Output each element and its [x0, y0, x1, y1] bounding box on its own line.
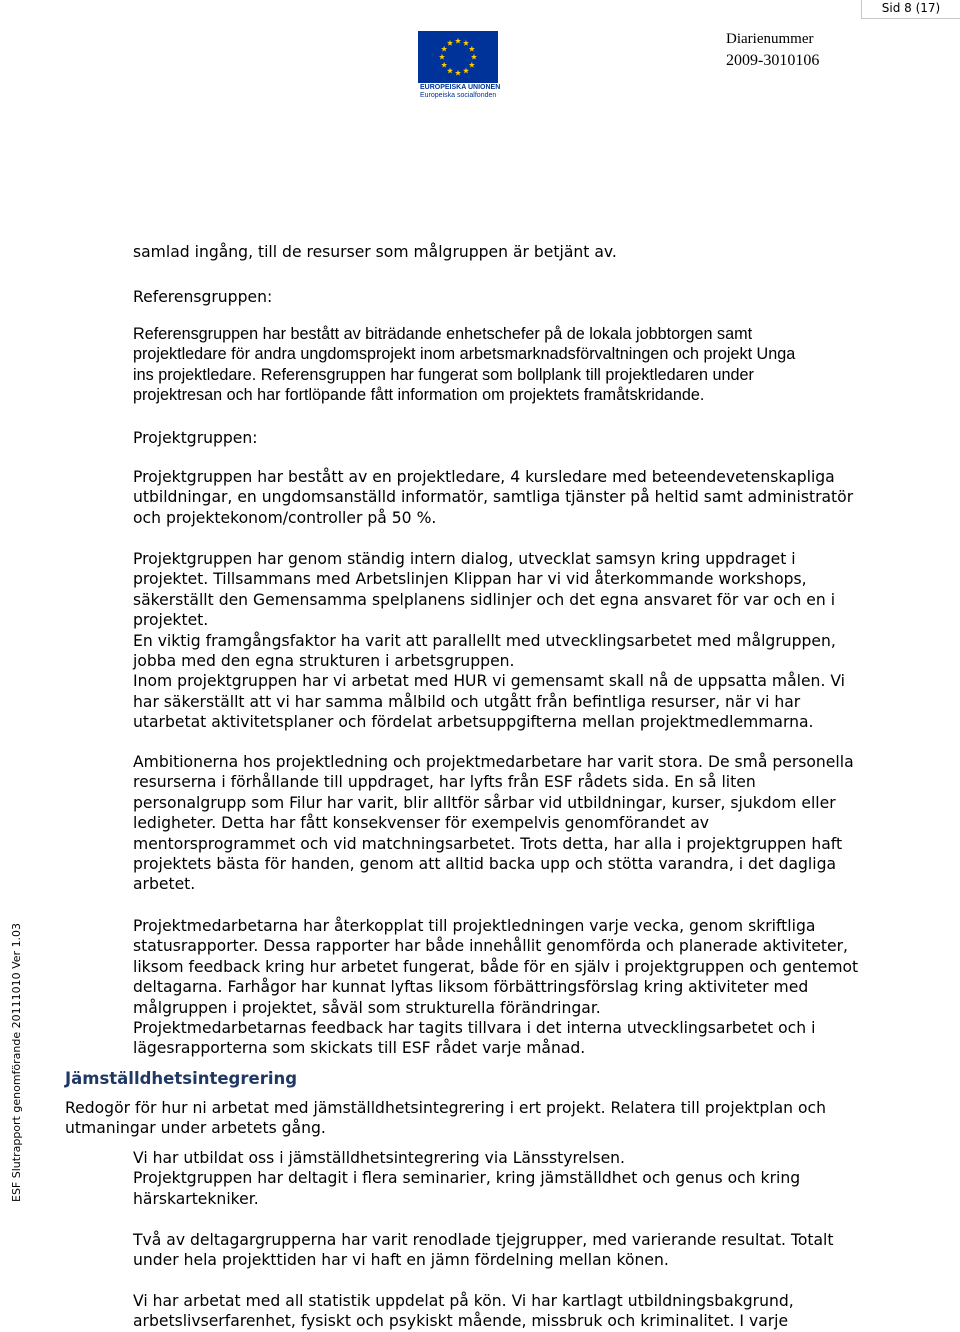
label-projektgruppen: Projektgruppen: — [133, 429, 258, 447]
section-question: Redogör för hur ni arbetat med jämställdhetsintegrering i ert projekt. Relatera till projektplan och utmaningar under arbetets gång. — [65, 1099, 827, 1138]
eu-logo — [418, 31, 501, 101]
paragraph-intro: samlad ingång, till de resurser som målgruppen är betjänt av. — [133, 243, 617, 261]
eu-flag-icon — [418, 31, 498, 83]
paragraph-girls-groups: Två av deltagargrupperna har varit renodlade tjejgrupper, med varierande resultat. Totalt under hela projekttiden har vi haft en jämn fördelning mellan könen. — [133, 1231, 834, 1270]
diary-label: Diarienummer — [726, 31, 814, 47]
eu-logo-line1: EUROPEISKA UNIONEN — [420, 84, 501, 91]
paragraph-referensgruppen: Referensgruppen har bestått av biträdande enhetschefer på de lokala jobbtorgen samt projektledare för andra ungdomsprojekt inom arbetsmarknadsförvaltningen och projekt Unga ins projektledare. Referensgruppen har fungerat som bollplank till projektledaren under projektresan och har fortlöpande fått information om projektets framåtskridande. — [133, 325, 796, 405]
section-heading-jamstalldhet: Jämställdhetsintegrering — [65, 1069, 298, 1088]
diary-block — [726, 30, 819, 71]
paragraph-training: Vi har utbildat oss i jämställdhetsintegrering via Länsstyrelsen. Projektgruppen har deltagit i flera seminarier, kring jämställdhet och genus och kring härskartekniker. — [133, 1149, 801, 1208]
paragraph-statistics: Vi har arbetat med all statistik uppdelat på kön. Vi har kartlagt utbildningsbakgrund, arbetslivserfarenhet, fysiskt och psykiskt mående, missbruk och kriminalitet. I varje — [133, 1292, 794, 1331]
label-referensgruppen: Referensgruppen: — [133, 288, 273, 306]
paragraph-projektgruppen-dialog: Projektgruppen har genom ständig intern dialog, utvecklat samsyn kring uppdraget i projektet. Tillsammans med Arbetslinjen Klippan har vi vid återkommande workshops, säkerställt den Gemensamma spelplanens sidlinjer och det egna ansvaret för var och en i projektet. En viktig framgångsfaktor ha varit att parallellt med utvecklingsarbetet med målgruppen, jobba med den egna strukturen i arbetsgruppen. Inom projektgruppen har vi arbetat med HUR vi gemensamt skall nå de uppsatta målen. Vi har säkerställt att vi har samma målbild och utgått från befintliga resurser, när vi har utarbetat aktivitetsplaner och fördelat arbetsuppgifterna mellan projektmedlemmarna. — [133, 550, 846, 732]
diary-number: 2009-3010106 — [726, 52, 820, 69]
side-footer-text: ESF Slutrapport genomförande 20111010 Ver 1.03 — [10, 922, 23, 1202]
paragraph-feedback: Projektmedarbetarna har återkopplat till projektledningen varje vecka, genom skriftliga statusrapporter. Dessa rapporter har både innehållit genomförda och planerade aktiviteter, liksom feedback kring hur arbetet fungerat, både för en själv i projektgruppen och gentemot deltagarna. Farhågor har kunnat lyftas liksom förbättringsförslag kring aktiviteter med målgruppen i projektet, såväl som strukturella förändringar. Projektmedarbetarnas feedback har tagits tillvara i det interna utvecklingsarbetet och i lägesrapporterna som skickats till ESF rådet varje månad. — [133, 917, 859, 1058]
page-number: Sid 8 (17) — [861, 0, 960, 19]
eu-logo-line2: Europeiska socialfonden — [420, 92, 497, 99]
paragraph-ambitions: Ambitionerna hos projektledning och projektmedarbetare har varit stora. De små personella resurserna i förhållande till uppdraget, har lyfts från ESF rådets sida. En så liten personalgrupp som Filur har varit, blir alltför sårbar vid utbildningar, kurser, sjukdom eller ledigheter. Detta har fått konsekvenser för exempelvis genomförandet av mentorsprogrammet och vid matchningsarbetet. Trots detta, har alla i projektgruppen haft projektets bästa för handen, genom att alltid backa upp och stötta varandra, i det dagliga arbetet. — [133, 753, 854, 894]
paragraph-projektgruppen-composition: Projektgruppen har bestått av en projektledare, 4 kursledare med beteendevetenskapliga utbildningar, en ungdomsanställd informatör, samtliga tjänster på heltid samt administratör och projektekonom/controller på 50 %. — [133, 468, 854, 527]
